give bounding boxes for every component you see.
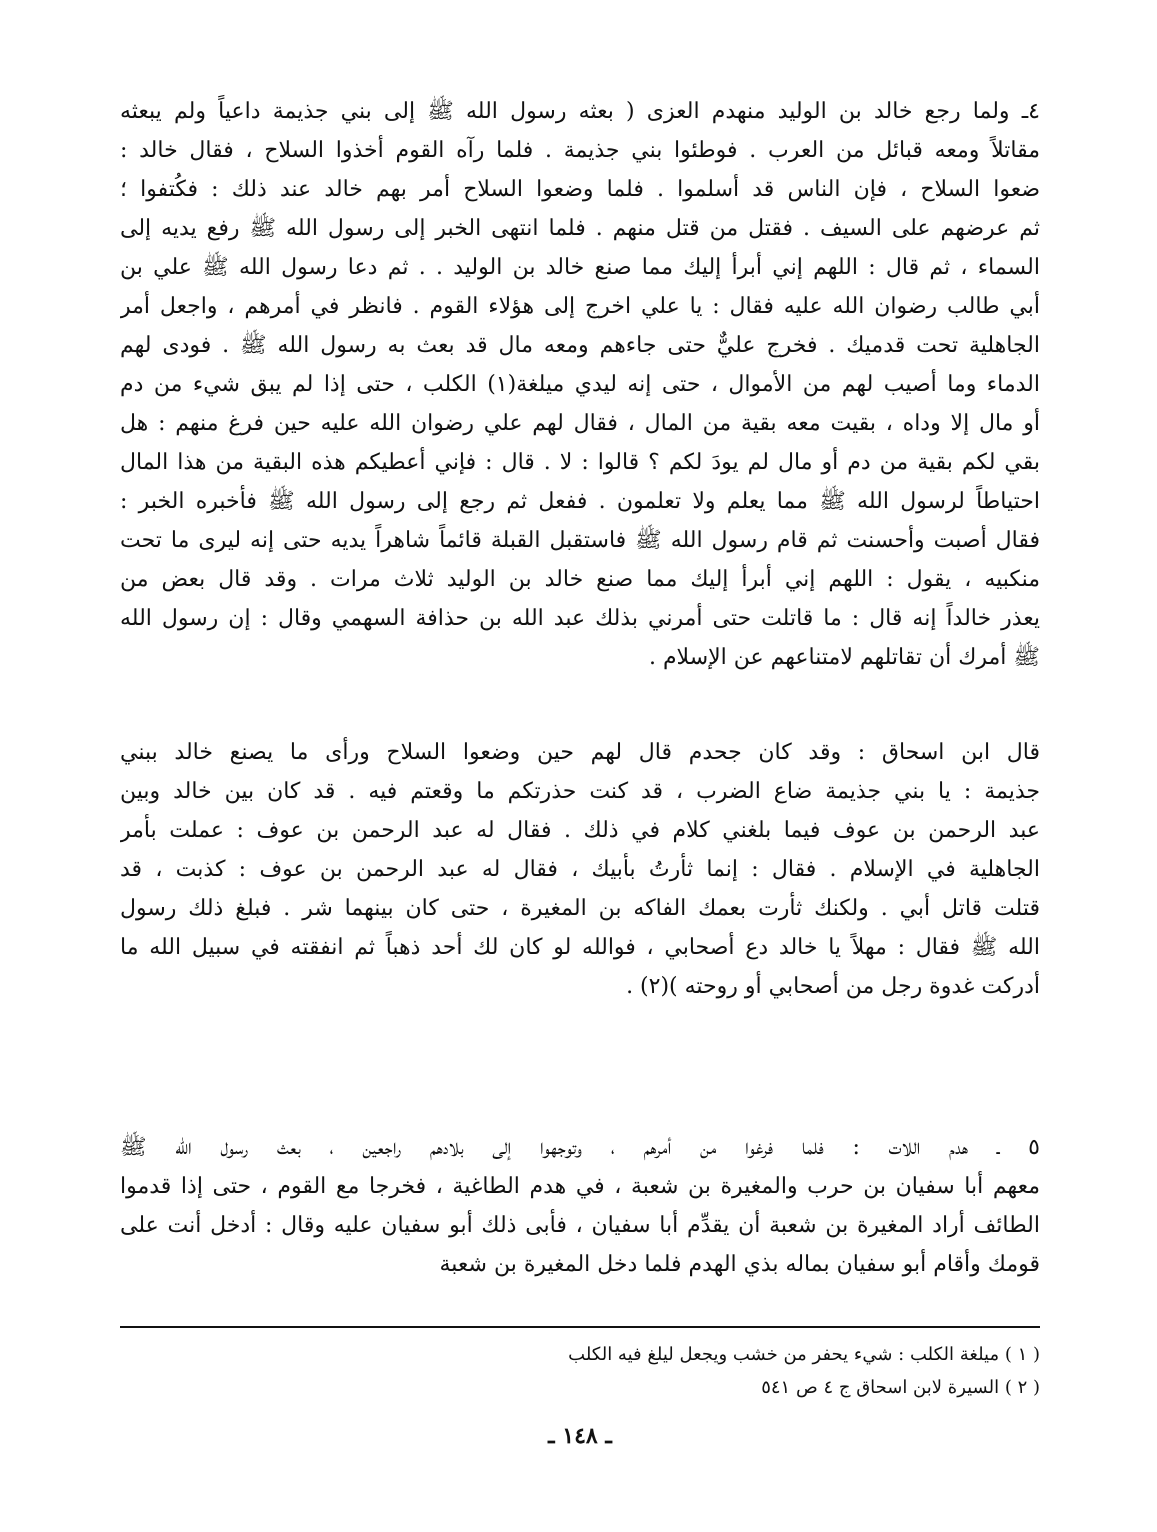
text-line: جذيمة : يا بني جذيمة ضاع الضرب ، قد كنت حذرتكم ما وقعتم فيه . قد كان بين خالد وبين bbox=[120, 779, 1040, 804]
paragraph-ibn-ishaq-jahdam bbox=[120, 733, 1040, 1006]
text-line: السماء ، ثم قال : اللهم إني أبرأ إليك مما صنع خالد بن الوليد . . ثم دعا رسول الله ﷺ علي بن bbox=[120, 255, 1040, 280]
text-line: فقال أصبت وأحسنت ثم قام رسول الله ﷺ فاستقبل القبلة قائماً شاهراً يديه حتى إنه ليرى ما تحت bbox=[120, 528, 1040, 553]
text-line: ٥ ـ هدم اللات : فلما فرغوا من أمرهم ، وتوجهوا إلى بلادهم راجعين ، بعث رسول الله ﷺ bbox=[120, 1135, 1040, 1160]
text-line: ﷺ أمرك أن تقاتلهم لامتناعهم عن الإسلام . bbox=[648, 645, 1040, 670]
text-line: احتياطاً لرسول الله ﷺ مما يعلم ولا تعلمون . ففعل ثم رجع إلى رسول الله ﷺ فأخبره الخبر : bbox=[120, 489, 1040, 514]
text-line: أبي طالب رضوان الله عليه فقال : يا علي اخرج إلى هؤلاء القوم . فانظر في أمرهم ، واجعل أمر bbox=[120, 294, 1040, 319]
text-line: الجاهلية في الإسلام . فقال : إنما ثأرتُ بأبيك ، فقال له عبد الرحمن بن عوف : كذبت ، قد bbox=[120, 857, 1040, 882]
text-line: بقي لكم بقية من دم أو مال لم يودَ لكم ؟ قالوا : لا . قال : فإني أعطيكم هذه البقية من هذا المال bbox=[120, 450, 1040, 475]
footnote-divider bbox=[120, 1326, 1040, 1328]
text-line: ضعوا السلاح ، فإن الناس قد أسلموا . فلما وضعوا السلاح أمر بهم خالد عند ذلك : فكُتفوا ؛ bbox=[120, 177, 1040, 202]
text-line: قال ابن اسحاق : وقد كان جحدم قال لهم حين وضعوا السلاح ورأى ما يصنع خالد ببني bbox=[120, 740, 1040, 765]
paragraph-khalid-banu-jadhima bbox=[120, 92, 1040, 677]
text-line: يعذر خالداً إنه قال : ما قاتلت حتى أمرني بذلك عبد الله بن حذافة السهمي وقال : إن رسول الله bbox=[120, 606, 1040, 631]
text-line: أدركت غدوة رجل من أصحابي أو روحته )(٢) . bbox=[626, 974, 1040, 999]
text-line: الطائف أراد المغيرة بن شعبة أن يقدِّم أبا سفيان ، فأبى ذلك أبو سفيان عليه وقال : أدخل أنت على bbox=[120, 1213, 1040, 1238]
text-line: ثم عرضهم على السيف . فقتل من قتل منهم . فلما انتهى الخبر إلى رسول الله ﷺ رفع يديه إلى bbox=[120, 216, 1040, 241]
text-line: قتلت قاتل أبي . ولكنك ثأرت بعمك الفاكه بن المغيرة ، حتى كان بينهما شر . فبلغ ذلك رسول bbox=[120, 896, 1040, 921]
footnote-2: ( ٢ ) السيرة لابن اسحاق ج ٤ ص ٥٤١ bbox=[761, 1377, 1040, 1398]
text-line: الله ﷺ فقال : مهلاً يا خالد دع أصحابي ، فوالله لو كان لك أحد ذهباً ثم انفقته في سبيل الله ما bbox=[120, 935, 1040, 960]
text-line: الدماء وما أصيب لهم من الأموال ، حتى إنه ليدي ميلغة(١) الكلب ، حتى إذا لم يبق شيء من دم bbox=[120, 372, 1040, 397]
page-number: ـ ١٤٨ ـ bbox=[548, 1423, 612, 1449]
paragraph-demolition-of-al-lat bbox=[120, 1128, 1040, 1284]
text-line: الجاهلية تحت قدميك . فخرج عليٌّ حتى جاءهم ومعه مال قد بعث به رسول الله ﷺ . فودى لهم bbox=[120, 333, 1040, 358]
text-line: منكبيه ، يقول : اللهم إني أبرأ إليك مما صنع خالد بن الوليد ثلاث مرات . وقد قال بعض من bbox=[120, 567, 1040, 592]
text-line: أو مال إلا وداه ، بقيت معه بقية من المال ، فقال لهم علي رضوان الله عليه حين فرغ منهم : هل bbox=[120, 411, 1040, 436]
text-line: ٤ـ ولما رجع خالد بن الوليد منهدم العزى ( بعثه رسول الله ﷺ إلى بني جذيمة داعياً ولم يبعثه bbox=[120, 99, 1040, 124]
text-line: عبد الرحمن بن عوف فيما بلغني كلام في ذلك . فقال له عبد الرحمن بن عوف : عملت بأمر bbox=[120, 818, 1040, 843]
text-line: قومك وأقام أبو سفيان بماله بذي الهدم فلما دخل المغيرة بن شعبة bbox=[439, 1252, 1040, 1277]
text-line: مقاتلاً ومعه قبائل من العرب . فوطئوا بني جذيمة . فلما رآه القوم أخذوا السلاح ، فقال خالد : bbox=[120, 138, 1040, 163]
footnote-1: ( ١ ) ميلغة الكلب : شيء يحفر من خشب ويجعل ليلغ فيه الكلب bbox=[568, 1344, 1040, 1365]
text-line: معهم أبا سفيان بن حرب والمغيرة بن شعبة ، في هدم الطاغية ، فخرجا مع القوم ، حتى إذا قدموا bbox=[120, 1174, 1040, 1199]
footnotes bbox=[120, 1338, 1040, 1404]
